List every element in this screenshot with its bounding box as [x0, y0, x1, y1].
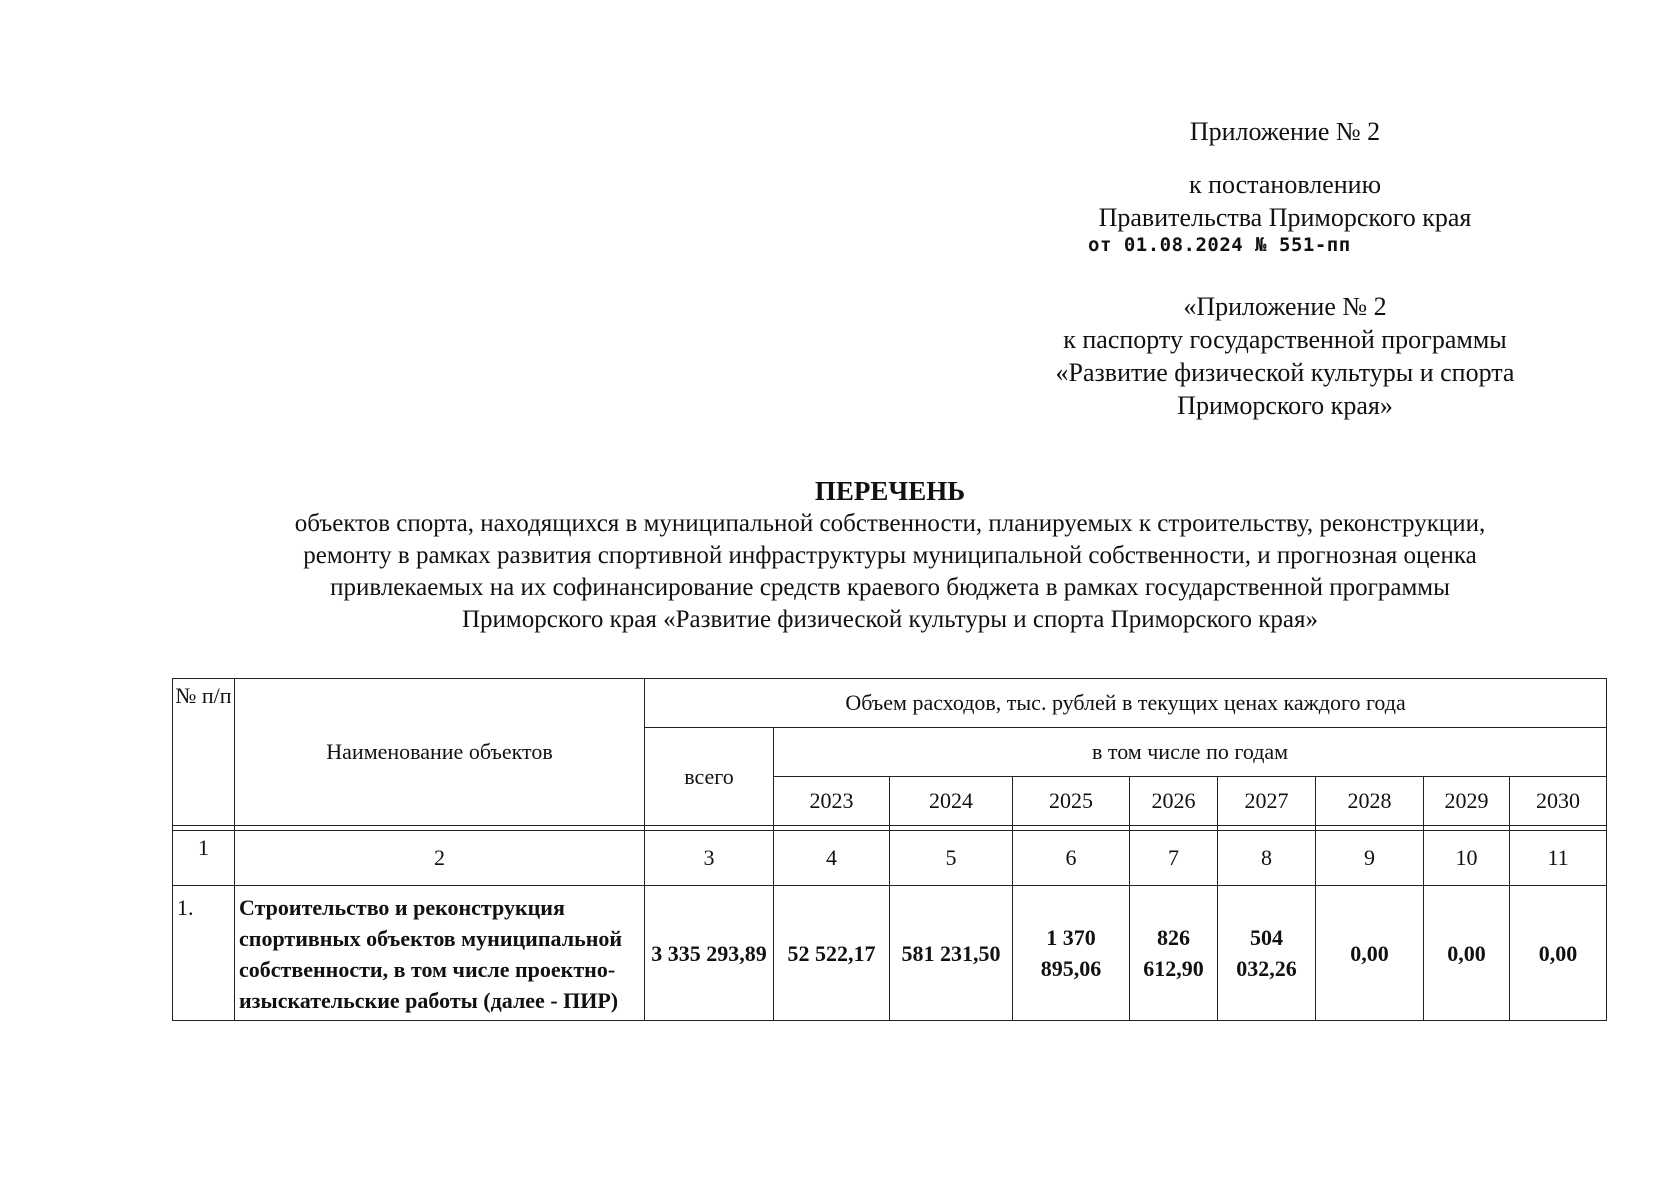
header-by-years-cell: в том числе по годам [774, 728, 1607, 777]
row-value-cell: 0,00 [1424, 886, 1510, 1021]
row-value-cell: 0,00 [1316, 886, 1424, 1021]
inner-annex-line1: «Приложение № 2 [1183, 292, 1387, 321]
header-year-cell: 2025 [1013, 777, 1130, 826]
header-year-cell: 2024 [890, 777, 1013, 826]
header-year-cell: 2026 [1130, 777, 1218, 826]
header-expenses-cell: Объем расходов, тыс. рублей в текущих ценах каждого года [645, 679, 1607, 728]
row-value-cell: 581 231,50 [890, 886, 1013, 1021]
column-number-cell: 10 [1424, 831, 1510, 886]
header-name-cell: Наименование объектов [235, 679, 645, 826]
annex-date: от 01.08.2024 № 551-пп [1088, 234, 1351, 256]
header-year-cell: 2028 [1316, 777, 1424, 826]
row-value-cell: 504 032,26 [1218, 886, 1316, 1021]
column-numbers-row [173, 831, 1607, 886]
header-year-cell: 2030 [1510, 777, 1607, 826]
inner-annex-line4: Приморского края» [1177, 391, 1393, 420]
document-heading [170, 474, 1610, 636]
column-number-cell: 1 [173, 831, 235, 886]
annex-reference-line2: Правительства Приморского края [1098, 203, 1472, 232]
row-name-cell: Строительство и реконструкция спортивных объектов муниципальной собственности, в том числе проектно-изыскательские работы (далее - ПИР) [235, 886, 645, 1021]
annex-reference-line1: к постановлению [1188, 170, 1382, 199]
document-subtitle-line4: Приморского края «Развитие физической культуры и спорта Приморского края» [462, 606, 1318, 633]
column-number-cell: 4 [774, 831, 890, 886]
row-value-cell: 826 612,90 [1130, 886, 1218, 1021]
row-total-cell: 3 335 293,89 [645, 886, 774, 1021]
column-number-cell: 2 [235, 831, 645, 886]
inner-annex-line3: «Развитие физической культуры и спорта [1055, 358, 1515, 387]
row-value-cell: 52 522,17 [774, 886, 890, 1021]
header-total-cell: всего [645, 728, 774, 826]
inner-annex-reference [1000, 290, 1570, 422]
column-number-cell: 5 [890, 831, 1013, 886]
document-subtitle-line2: ремонту в рамках развития спортивной инфраструктуры муниципальной собственности, и прогнозная оценка [303, 542, 1477, 569]
header-year-cell: 2023 [774, 777, 890, 826]
column-number-cell: 3 [645, 831, 774, 886]
row-value-cell: 0,00 [1510, 886, 1607, 1021]
document-subtitle-line1: объектов спорта, находящихся в муниципальной собственности, планируемых к строительству, реконструкции, [294, 510, 1486, 537]
column-number-cell: 11 [1510, 831, 1607, 886]
header-year-cell: 2027 [1218, 777, 1316, 826]
row-value-cell: 1 370 895,06 [1013, 886, 1130, 1021]
column-number-cell: 8 [1218, 831, 1316, 886]
column-number-cell: 9 [1316, 831, 1424, 886]
header-num-cell: № п/п [173, 679, 235, 826]
expenses-table [172, 678, 1607, 1021]
document-subtitle-line3: привлекаемых на их софинансирование средств краевого бюджета в рамках государственной программы [330, 574, 1450, 601]
annex-title [1000, 115, 1570, 148]
column-number-cell: 6 [1013, 831, 1130, 886]
column-number-cell: 7 [1130, 831, 1218, 886]
row-index-cell: 1. [173, 886, 235, 1021]
document-title: ПЕРЕЧЕНЬ [814, 476, 966, 506]
table-row [173, 886, 1607, 1021]
annex-reference [1000, 168, 1570, 234]
inner-annex-line2: к паспорту государственной программы [1063, 325, 1507, 354]
annex-title-text: Приложение № 2 [1189, 117, 1381, 146]
header-year-cell: 2029 [1424, 777, 1510, 826]
